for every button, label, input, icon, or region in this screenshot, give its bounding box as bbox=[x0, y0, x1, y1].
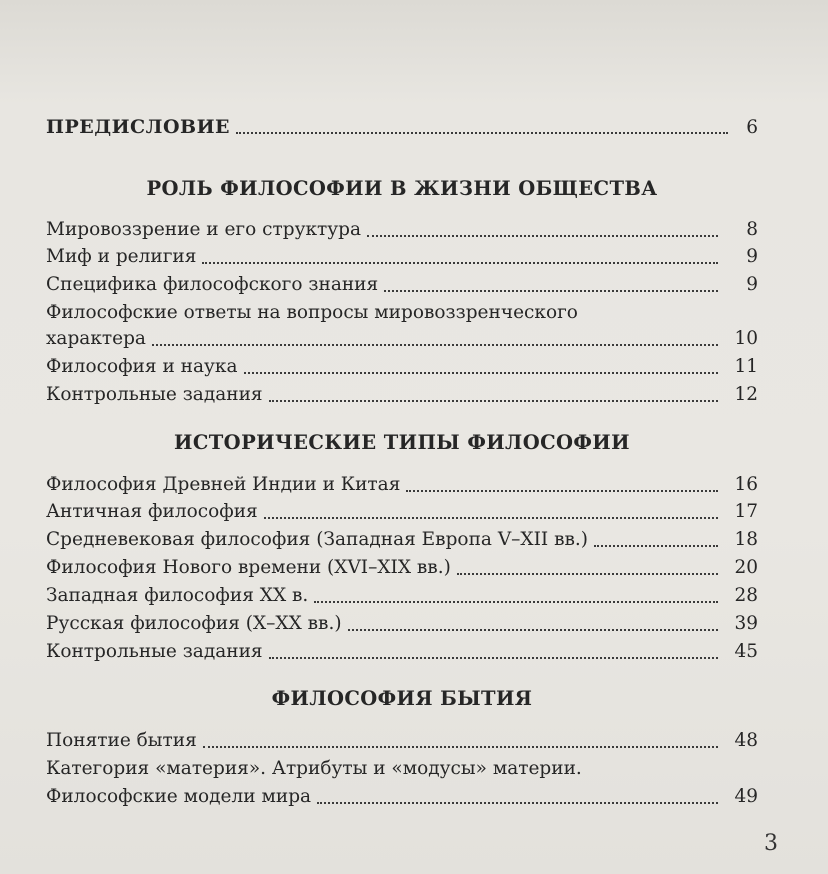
section-heading: ИСТОРИЧЕСКИЕ ТИПЫ ФИЛОСОФИИ bbox=[174, 431, 630, 454]
toc-entry-page: 48 bbox=[734, 730, 758, 751]
toc-entry-page: 16 bbox=[734, 474, 758, 495]
toc-entry-title: Античная философия bbox=[46, 501, 258, 522]
toc-entry-title: Философские модели мира bbox=[46, 786, 312, 807]
toc-entry[interactable] bbox=[46, 326, 758, 352]
toc-entry-page: 9 bbox=[746, 274, 758, 295]
leader-dots bbox=[317, 801, 718, 804]
section-heading: РОЛЬ ФИЛОСОФИИ В ЖИЗНИ ОБЩЕСТВА bbox=[146, 177, 658, 200]
leader-dots bbox=[457, 572, 718, 575]
toc-entry-title: Философия и наука bbox=[46, 356, 238, 377]
toc-entry-title: Понятие бытия bbox=[46, 730, 197, 751]
toc-entry-title: характера bbox=[46, 328, 146, 349]
toc-entry-title: Миф и религия bbox=[46, 246, 197, 267]
toc-entry-title: ПРЕДИСЛОВИЕ bbox=[46, 116, 231, 138]
toc-entry-title: Философия Нового времени (XVI–XIX вв.) bbox=[46, 557, 451, 578]
toc-entry-title-line1[interactable]: Категория «материя». Атрибуты и «модусы» материи. bbox=[46, 758, 582, 779]
leader-dots bbox=[236, 131, 728, 134]
toc-entry-page: 39 bbox=[734, 613, 758, 634]
toc-entry-title: Мировоззрение и его структура bbox=[46, 219, 362, 240]
leader-dots bbox=[269, 399, 718, 402]
toc-entry-page: 49 bbox=[734, 786, 758, 807]
toc-entry-page: 17 bbox=[734, 501, 758, 522]
toc-entry-page: 9 bbox=[746, 246, 758, 267]
toc-entry-page: 45 bbox=[734, 641, 758, 662]
toc-entry-page: 28 bbox=[734, 585, 758, 606]
leader-dots bbox=[384, 289, 718, 292]
leader-dots bbox=[348, 628, 718, 631]
toc-entry-title: Философия Древней Индии и Китая bbox=[46, 474, 401, 495]
leader-dots bbox=[367, 234, 718, 237]
toc-entry[interactable] bbox=[46, 217, 758, 243]
toc-entry-title: Специфика философского знания bbox=[46, 274, 379, 295]
toc-entry-page: 10 bbox=[734, 328, 758, 349]
toc-entry[interactable] bbox=[46, 728, 758, 754]
toc-entry[interactable] bbox=[46, 382, 758, 408]
toc-entry-page: 12 bbox=[734, 384, 758, 405]
toc-entry[interactable] bbox=[46, 354, 758, 380]
leader-dots bbox=[269, 656, 718, 659]
toc-entry[interactable] bbox=[46, 639, 758, 665]
page-number: 3 bbox=[764, 831, 778, 856]
toc-entry[interactable] bbox=[46, 611, 758, 637]
toc-entry[interactable] bbox=[46, 472, 758, 498]
toc-entry-title: Средневековая философия (Западная Европа V–XII вв.) bbox=[46, 529, 589, 550]
toc-entry-preface[interactable] bbox=[46, 114, 758, 140]
leader-dots bbox=[244, 371, 719, 374]
toc-entry-page: 20 bbox=[734, 557, 758, 578]
toc-entry-title: Западная философия XX в. bbox=[46, 585, 309, 606]
toc-entry[interactable] bbox=[46, 272, 758, 298]
leader-dots bbox=[152, 343, 718, 346]
leader-dots bbox=[314, 600, 718, 603]
leader-dots bbox=[202, 261, 718, 264]
leader-dots bbox=[594, 544, 718, 547]
toc-entry[interactable] bbox=[46, 583, 758, 609]
leader-dots bbox=[264, 516, 718, 519]
toc-entry-title-line1[interactable]: Философские ответы на вопросы мировоззренческого bbox=[46, 302, 578, 323]
toc-entry-page: 18 bbox=[734, 529, 758, 550]
section-heading: ФИЛОСОФИЯ БЫТИЯ bbox=[271, 687, 533, 710]
toc-entry-title: Контрольные задания bbox=[46, 641, 263, 662]
leader-dots bbox=[406, 489, 718, 492]
toc-entry-title: Контрольные задания bbox=[46, 384, 263, 405]
leader-dots bbox=[203, 745, 718, 748]
toc-entry-page: 8 bbox=[746, 219, 758, 240]
toc-entry-page: 6 bbox=[746, 117, 758, 138]
toc-entry[interactable] bbox=[46, 244, 758, 270]
toc-entry[interactable] bbox=[46, 784, 758, 810]
toc-entry[interactable] bbox=[46, 499, 758, 525]
toc-entry[interactable] bbox=[46, 527, 758, 553]
toc-entry-title: Русская философия (X–XX вв.) bbox=[46, 613, 342, 634]
toc-entry[interactable] bbox=[46, 555, 758, 581]
toc-entry-page: 11 bbox=[734, 356, 758, 377]
